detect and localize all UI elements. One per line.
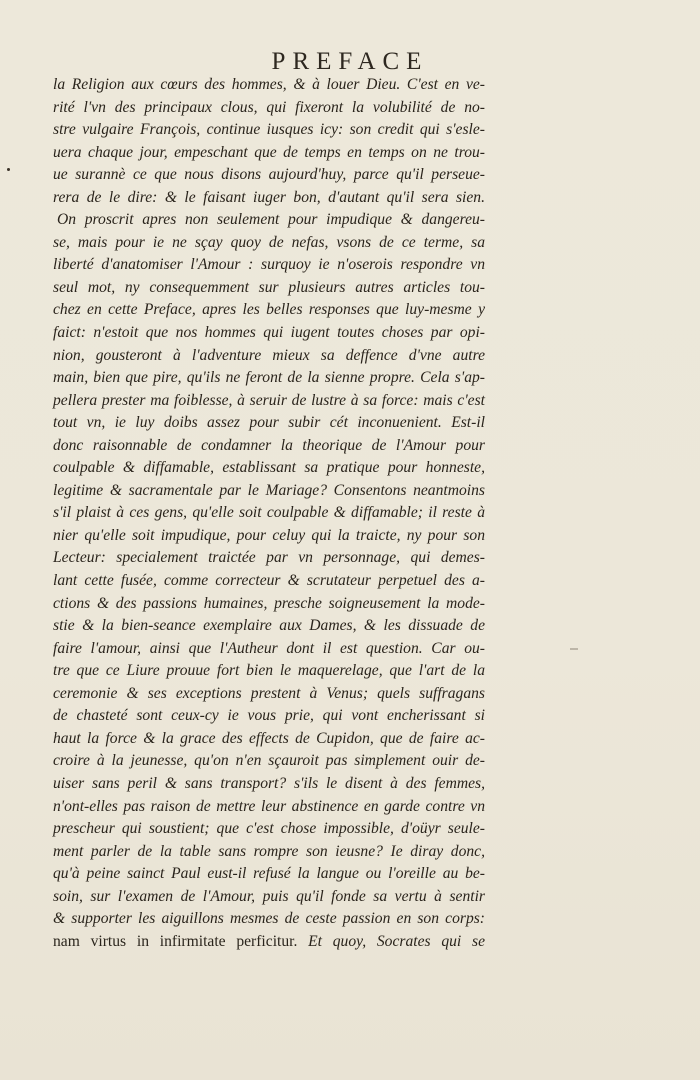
text-line: qu'à peine sainct Paul eust-il refusé la langue ou l'oreille au be- [53, 865, 485, 883]
text-line: tout vn, ie luy doibs assez pour subir cét inconuenient. Est-il [53, 414, 485, 432]
last-line-continuation: Et quoy, Socrates qui se [297, 932, 485, 950]
text-line: ceremonie & ses exceptions prestent à Venus; quels suffragans [53, 684, 485, 702]
text-line: prescheur qui soustient; que c'est chose impossible, d'oüyr seule- [53, 820, 485, 838]
text-line: main, bien que pire, qu'ils ne feront de la sienne propre. Cela s'ap- [53, 369, 485, 387]
text-line: haut la force & la grace des effects de Cupidon, que de faire ac- [53, 729, 485, 747]
text-line: pellera prester ma foiblesse, à seruir de lustre à sa force: mais c'est [53, 391, 485, 409]
text-line: coulpable & diffamable, establissant sa pratique pour honneste, [53, 459, 485, 477]
text-line: donc raisonnable de condamner la theorique de l'Amour pour [53, 436, 485, 454]
text-line: seul mot, ny consequemment sur plusieurs autres articles tou- [53, 278, 485, 296]
text-body [53, 74, 485, 953]
text-line: de chasteté sont ceux-cy ie vous prie, qui vont encherissant si [53, 707, 485, 725]
text-line: soin, sur l'examen de l'Amour, puis qu'il fonde sa vertu à sentir [53, 887, 485, 905]
text-line: ue surannè ce que nous disons aujourd'huy, parce qu'il perseue- [53, 166, 485, 184]
text-line: liberté d'anatomiser l'Amour : surquoy ie n'oserois respondre vn [53, 256, 485, 274]
latin-quote: nam virtus in infirmitate perficitur. [53, 932, 298, 950]
text-line: nion, gousteront à l'adventure mieux sa deffence d'vne autre [53, 346, 485, 364]
text-line: ment parler de la table sans rompre son ieusne? Ie diray donc, [53, 842, 485, 860]
text-line: Lecteur: specialement traictée par vn personnage, qui demes- [53, 549, 485, 567]
page-heading: PREFACE [271, 48, 429, 75]
text-line: faict: n'estoit que nos hommes qui iugent toutes choses par opi- [53, 324, 485, 342]
text-line-last [53, 931, 485, 954]
text-line: stre vulgaire François, continue iusques icy: son credit qui s'esle- [53, 121, 485, 139]
text-line: faire l'amour, ainsi que l'Autheur dont il est question. Car ou- [53, 639, 485, 657]
text-line: croire à la jeunesse, qu'on n'en sçauroit pas simplement ouir de- [53, 752, 485, 770]
text-line: rité l'vn des principaux clous, qui fixeront la volubilité de no- [53, 98, 485, 116]
text-line: n'ont-elles pas raison de mettre leur abstinence en garde contre vn [53, 797, 485, 815]
text-line: uera chaque jour, empeschant que de temps en temps on ne trou- [53, 143, 485, 161]
text-line: nier qu'elle soit impudique, pour celuy qui la traicte, ny pour son [53, 526, 485, 544]
margin-mark [7, 168, 10, 171]
text-line: rera de le dire: & le faisant iuger bon, d'autant qu'il sera sien. [53, 188, 485, 206]
text-line: legitime & sacramentale par le Mariage? Consentons neantmoins [53, 481, 485, 499]
text-line: stie & la bien-seance exemplaire aux Dames, & les dissuade de [53, 617, 485, 635]
text-line: tre que ce Liure prouue fort bien le maquerelage, que l'art de la [53, 662, 485, 680]
text-line: lant cette fusée, comme correcteur & scrutateur perpetuel des a- [53, 572, 485, 590]
text-line: ctions & des passions humaines, presche soigneusement la mode- [53, 594, 485, 612]
text-line: se, mais pour ie ne sçay quoy de nefas, vsons de ce terme, sa [53, 233, 485, 251]
text-line: uiser sans peril & sans transport? s'ils le disent à des femmes, [53, 774, 485, 792]
text-line: chez en cette Preface, apres les belles responses que luy-mesme y [53, 301, 485, 319]
text-line: On proscrit apres non seulement pour impudique & dangereu- [57, 211, 485, 229]
text-line: & supporter les aiguillons mesmes de ceste passion en son corps: [53, 910, 485, 928]
text-line: la Religion aux cœurs des hommes, & à louer Dieu. C'est en ve- [53, 76, 485, 93]
paper-smudge [570, 648, 578, 650]
text-line: s'il plaist à ces gens, qu'elle soit coulpable & diffamable; il reste à [53, 504, 485, 522]
